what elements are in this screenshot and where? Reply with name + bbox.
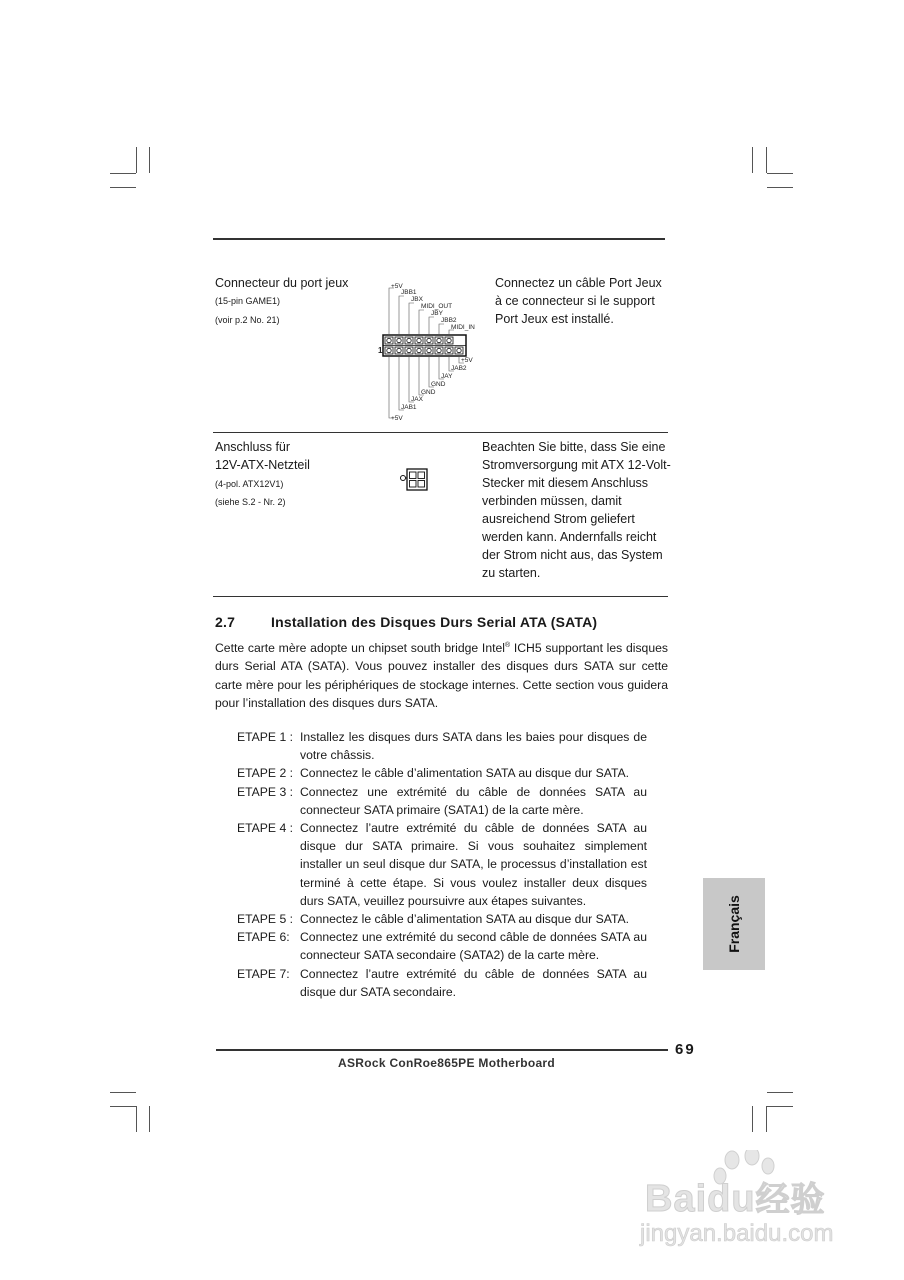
pin-label: GND	[431, 381, 446, 388]
pin-label: +5V	[391, 415, 403, 422]
pin-label: GND	[421, 389, 436, 396]
step-label: ETAPE 3 :	[237, 784, 293, 799]
step-text: Connectez l’autre extrémité du câble de données SATA au disque dur SATA primaire. Si vous souhaitez simplement installer un seul disque dur SATA, le processus d’installation est terminé à cette étape. Si vous voulez installer deux disques durs SATA, veuillez poursuivre aux étapes suivantes.	[300, 821, 647, 908]
header-pin-hole	[447, 348, 451, 352]
connector-description	[482, 438, 671, 582]
atx12v-connector-icon	[398, 467, 430, 495]
section-heading	[215, 614, 597, 630]
header-pin-hole	[387, 338, 391, 342]
step-item	[237, 819, 647, 910]
pin-label: JBB1	[401, 289, 417, 296]
registered-mark: ®	[504, 642, 511, 649]
game-port-pin-diagram	[378, 280, 488, 425]
description-line: werden kann. Andernfalls reicht	[482, 530, 657, 544]
header-pin-hole	[387, 348, 391, 352]
pin-label: +5V	[391, 283, 403, 290]
section-intro	[215, 637, 668, 712]
pin-label: JBB2	[441, 317, 457, 324]
header-pin-hole	[437, 348, 441, 352]
connector-title: Connecteur du port jeux	[215, 276, 349, 290]
intro-text: ICH5 supportant les disques durs Serial ATA (SATA). Vous pouvez installer des disques durs SATA sur cette carte mère pour les périphériques de stockage internes. Cette section vous guidera pour l’installation des disques durs SATA.	[215, 641, 668, 710]
header-pin-hole	[427, 348, 431, 352]
section-number: 2.7	[215, 614, 236, 630]
intro-text: Cette carte mère adopte un chipset south bridge Intel	[215, 641, 505, 656]
header-pin-hole	[397, 348, 401, 352]
description-line: verbinden müssen, damit	[482, 494, 622, 508]
connector-spec: (4-pol. ATX12V1)	[215, 479, 284, 489]
connector-title: Anschluss für	[215, 440, 291, 454]
description-line: à ce connecteur si le support	[495, 294, 655, 308]
step-label: ETAPE 1 :	[237, 730, 293, 744]
pin-label: JBX	[411, 296, 423, 303]
description-line: Stromversorgung mit ATX 12-Volt-	[482, 458, 671, 472]
pin-label: JAY	[441, 373, 453, 380]
divider	[213, 596, 668, 597]
pin-label: MIDI_IN	[451, 324, 475, 331]
pin-label: JBY	[431, 310, 443, 317]
section-title: Installation des Disques Durs Serial ATA (SATA)	[271, 614, 598, 630]
footer-rule	[216, 1049, 668, 1051]
step-item	[237, 764, 647, 782]
step-item	[237, 783, 647, 819]
step-item	[237, 965, 647, 1001]
step-item	[237, 728, 647, 764]
language-label: Français	[726, 895, 742, 953]
header-pin-hole	[437, 338, 441, 342]
pin-label: +5V	[461, 357, 473, 364]
pin-label: JAX	[411, 396, 423, 403]
description-line: ausreichend Strom geliefert	[482, 512, 635, 526]
header-pin-hole	[457, 348, 461, 352]
connector-ref: (voir p.2 No. 21)	[215, 315, 280, 325]
step-text: Connectez une extrémité du câble de données SATA au connecteur SATA primaire (SATA1) de la carte mère.	[300, 784, 647, 817]
footer-text: ASRock ConRoe865PE Motherboard	[338, 1056, 556, 1070]
description-line: Stecker mit diesem Anschluss	[482, 476, 649, 490]
header-pin-hole	[417, 338, 421, 342]
connector-description	[495, 274, 662, 328]
connector-title-line2: 12V-ATX-Netzteil	[215, 458, 310, 472]
pin-label: JAB2	[451, 365, 467, 372]
description-line: Port Jeux est installé.	[495, 312, 614, 326]
top-rule	[213, 238, 665, 240]
description-line: Beachten Sie bitte, dass Sie eine	[482, 440, 666, 454]
language-side-tab	[703, 878, 765, 970]
step-item	[237, 910, 647, 928]
description-line: Connectez un câble Port Jeux	[495, 276, 662, 290]
step-label: ETAPE 2 :	[237, 766, 293, 781]
step-text: Connectez une extrémité du second câble de données SATA au connecteur SATA secondaire (SATA2) de la carte mère.	[300, 930, 647, 963]
step-label: ETAPE 6:	[237, 930, 290, 945]
description-line: der Strom nicht aus, das System	[482, 548, 663, 562]
header-pin-hole	[417, 348, 421, 352]
connector-ref: (siehe S.2 - Nr. 2)	[215, 497, 286, 507]
header-pin-hole	[427, 338, 431, 342]
description-line: zu starten.	[482, 566, 541, 580]
pin-label: JAB1	[401, 404, 417, 411]
header-pin-hole	[407, 348, 411, 352]
pin-label: MIDI_OUT	[421, 303, 453, 310]
header-pin-hole	[447, 338, 451, 342]
step-text: Connectez le câble d’alimentation SATA au disque dur SATA.	[300, 912, 630, 927]
baidu-watermark	[640, 1150, 890, 1260]
step-label: ETAPE 7:	[237, 966, 290, 981]
watermark-brand: Baidu经验	[645, 1178, 826, 1220]
header-pin-hole	[407, 338, 411, 342]
step-text: Connectez le câble d’alimentation SATA au disque dur SATA.	[300, 766, 630, 781]
watermark-url: jingyan.baidu.com	[640, 1220, 834, 1247]
divider	[213, 432, 668, 433]
step-text: Connectez l’autre extrémité du câble de données SATA au disque dur SATA secondaire.	[300, 966, 647, 999]
step-label: ETAPE 5 :	[237, 912, 293, 927]
page-number: 69	[675, 1041, 696, 1058]
step-item	[237, 928, 647, 964]
steps-list	[237, 728, 647, 1001]
step-label: ETAPE 4 :	[237, 821, 293, 836]
header-pin-hole	[397, 338, 401, 342]
connector-spec: (15-pin GAME1)	[215, 296, 281, 306]
pin1-label: 1	[378, 346, 383, 355]
step-text: Installez les disques durs SATA dans les baies pour disques de votre châssis.	[300, 730, 647, 763]
